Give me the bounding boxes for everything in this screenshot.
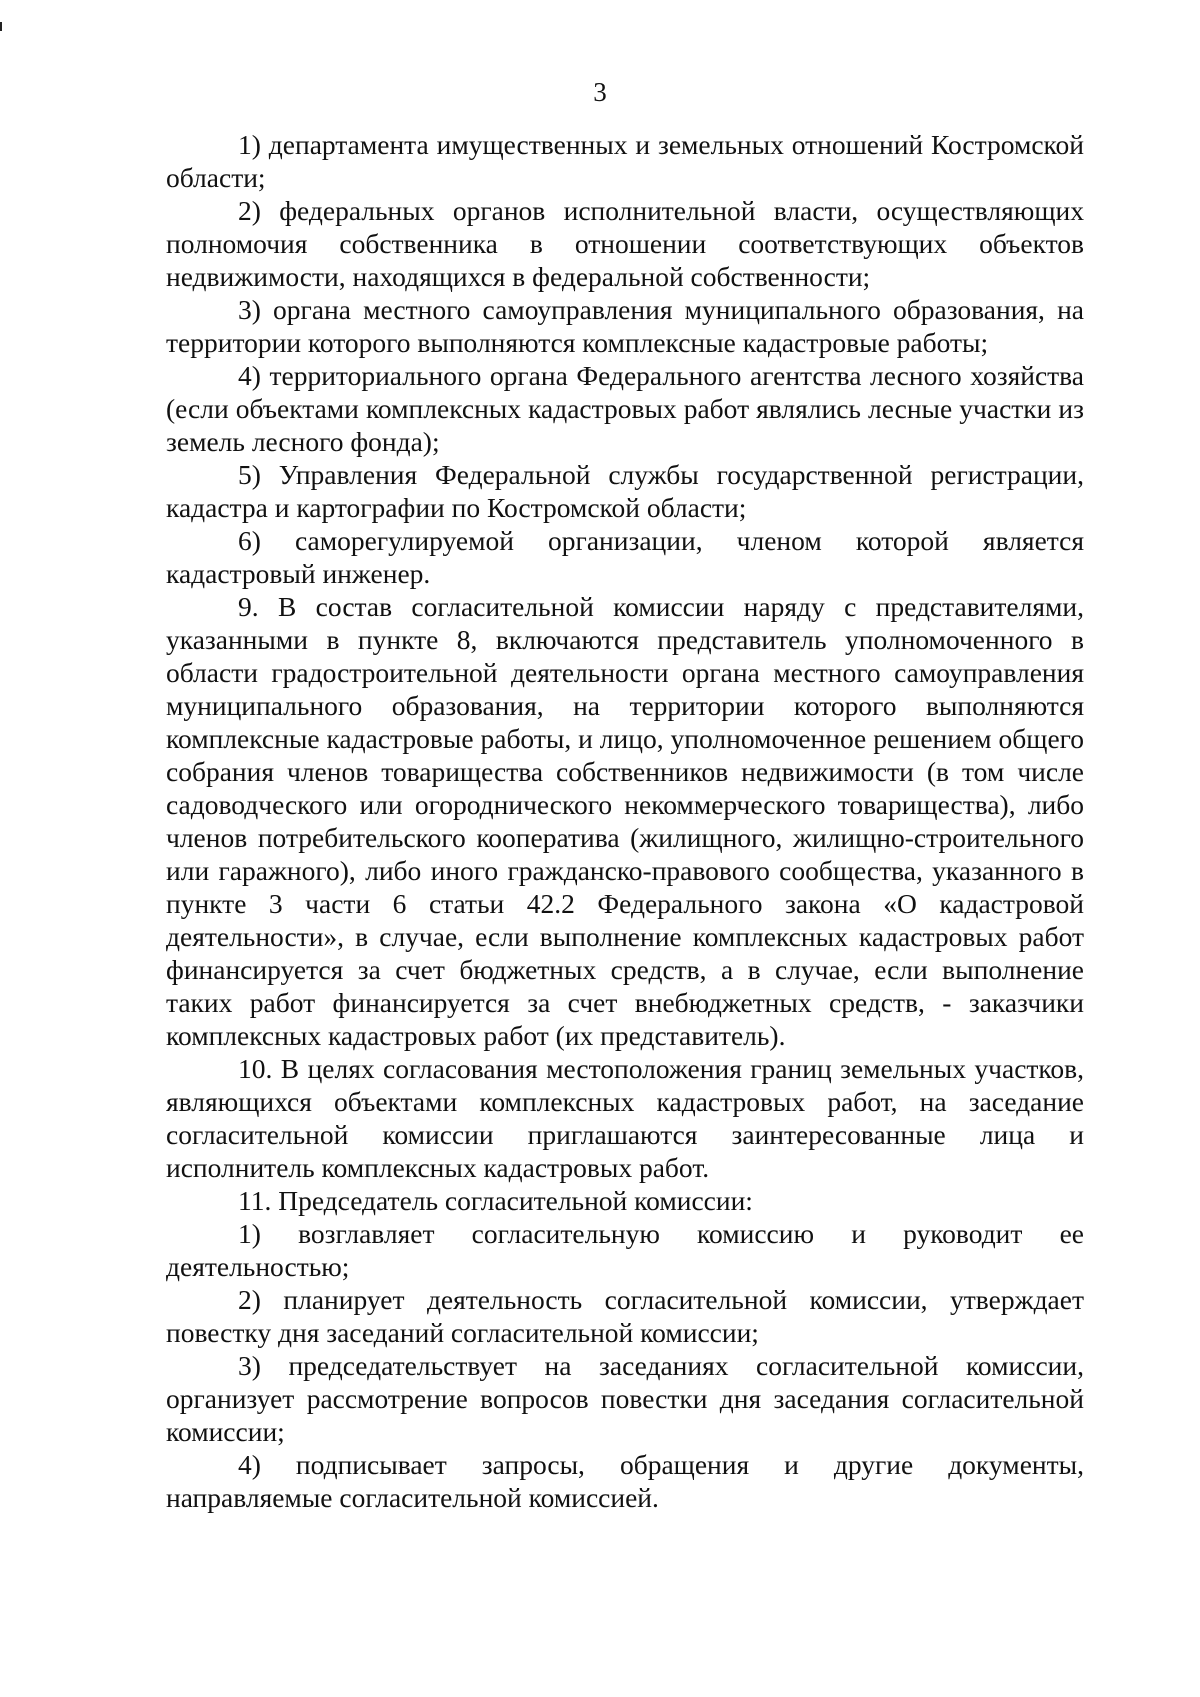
paragraph-item-3-local-government: 3) органа местного самоуправления муниципального образования, на территории которого выполняются комплексные кадастровые работы;	[166, 294, 1084, 358]
paragraph-item-5-registration-service: 5) Управления Федеральной службы государственной регистрации, кадастра и картографии по Костромской области;	[166, 459, 1084, 523]
paragraph-clause-11-heading: 11. Председатель согласительной комиссии:	[238, 1185, 753, 1216]
scan-artifact-mark	[0, 22, 2, 31]
paragraph-duty-2: 2) планирует деятельность согласительной комиссии, утверждает повестку дня заседаний согласительной комиссии;	[166, 1284, 1084, 1348]
paragraph-item-1-department: 1) департамента имущественных и земельных отношений Костромской области;	[166, 129, 1084, 193]
paragraph-item-6-self-regulating-org: 6) саморегулируемой организации, членом которой является кадастровый инженер.	[166, 525, 1084, 589]
paragraph-item-2-federal-bodies: 2) федеральных органов исполнительной власти, осуществляющих полномочия собственника в отношении соответствующих объектов недвижимости, находящихся в федеральной собственности;	[166, 195, 1084, 292]
paragraph-clause-9: 9. В состав согласительной комиссии наряду с представителями, указанными в пункте 8, включаются представитель уполномоченного в области градостроительной деятельности органа местного самоуправления муниципального образования, на территории которого выполняются комплексные кадастровые работы, и лицо, уполномоченное решением общего собрания членов товарищества собственников недвижимости (в том числе садоводческого или огороднического некоммерческого товарищества), либо членов потребительского кооператива (жилищного, жилищно-строительного или гаражного), либо иного гражданско-правового сообщества, указанного в пункте 3 части 6 статьи 42.2 Федерального закона «О кадастровой деятельности», в случае, если выполнение комплексных кадастровых работ финансируется за счет бюджетных средств, а в случае, если выполнение таких работ финансируется за счет внебюджетных средств, - заказчики комплексных кадастровых работ (их представитель).	[166, 591, 1084, 1051]
paragraph-duty-4: 4) подписывает запросы, обращения и другие документы, направляемые согласительной комиссией.	[166, 1449, 1084, 1513]
page-number: 3	[593, 77, 607, 107]
paragraph-duty-3: 3) председательствует на заседаниях согласительной комиссии, организует рассмотрение вопросов повестки дня заседания согласительной комиссии;	[166, 1350, 1084, 1447]
paragraph-clause-10: 10. В целях согласования местоположения границ земельных участков, являющихся объектами комплексных кадастровых работ, на заседание согласительной комиссии приглашаются заинтересованные лица и исполнитель комплексных кадастровых работ.	[166, 1053, 1084, 1183]
paragraph-item-4-forestry-agency: 4) территориального органа Федерального агентства лесного хозяйства (если объектами комплексных кадастровых работ являлись лесные участки из земель лесного фонда);	[166, 360, 1084, 457]
document-body	[166, 128, 1084, 1514]
paragraph-duty-1: 1) возглавляет согласительную комиссию и руководит ее деятельностью;	[166, 1218, 1084, 1282]
